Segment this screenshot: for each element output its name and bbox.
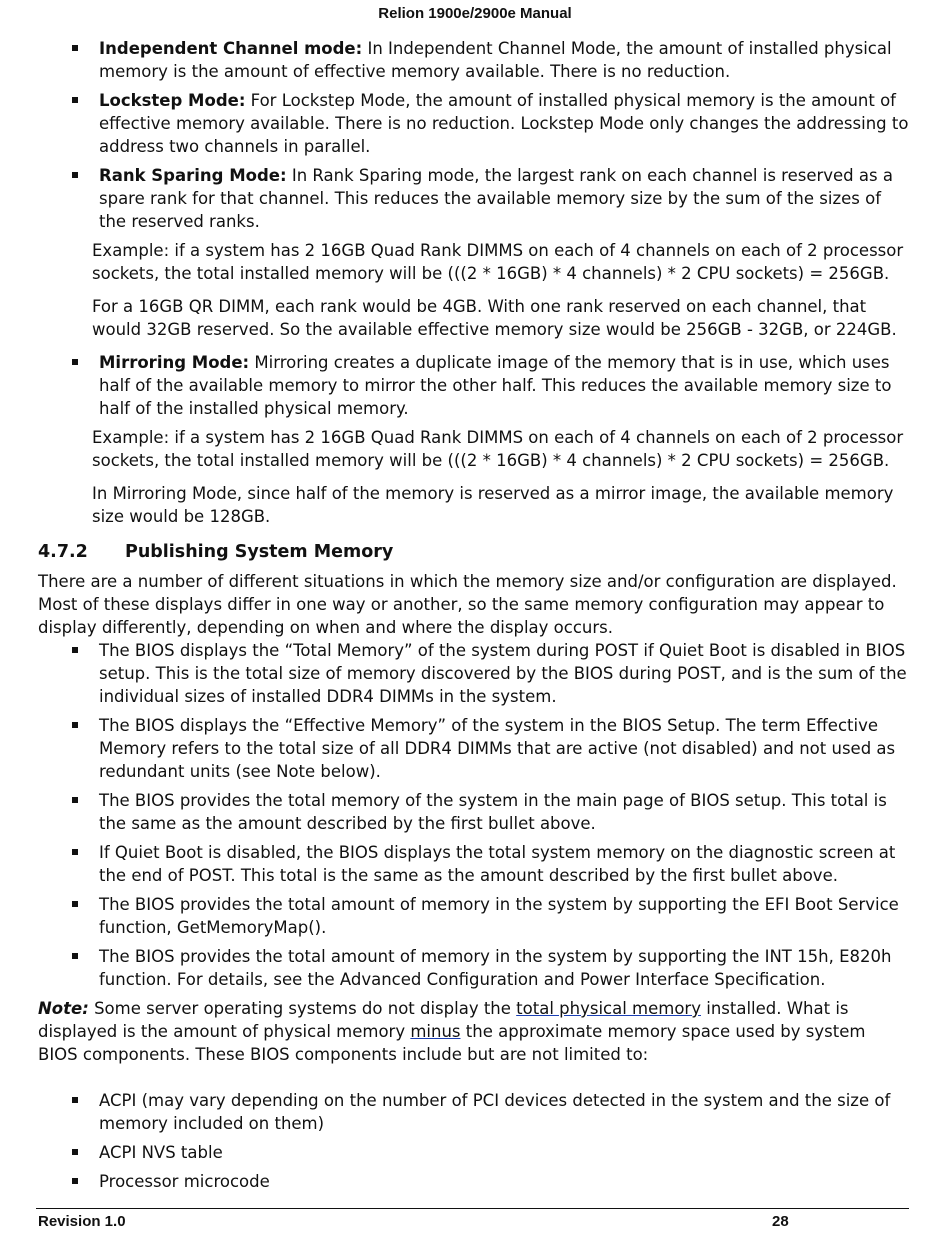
mode-text: For Lockstep Mode, the amount of installed physical memory is the amount of effective memory available. There is no reduction. Lockstep Mode only changes the addressing to address two channels in parallel.	[99, 91, 909, 156]
list-item-text: The BIOS provides the total memory of the system in the main page of BIOS setup. This total is the same as the amount described by the first bullet above.	[99, 791, 887, 833]
mode-term: Lockstep Mode:	[99, 91, 246, 110]
mirroring-calculation: In Mirroring Mode, since half of the memory is reserved as a mirror image, the available memory size would be 128GB.	[92, 484, 894, 526]
list-item-text: ACPI NVS table	[99, 1143, 223, 1162]
note-label: Note:	[38, 999, 89, 1018]
mirroring-list	[38, 351, 910, 420]
mode-term: Mirroring Mode:	[99, 353, 250, 372]
mode-term: Independent Channel mode:	[99, 39, 363, 58]
section-number: 4.7.2	[38, 542, 88, 562]
list-item-text: ACPI (may vary depending on the number of PCI devices detected in the system and the size of memory included on them)	[99, 1091, 891, 1133]
note-text: the approximate memory space used by system BIOS components. These BIOS components include but are not limited to:	[38, 1022, 866, 1064]
mode-text: In Independent Channel Mode, the amount of installed physical memory is the amount of effective memory available. There is no reduction.	[99, 39, 892, 81]
list-item	[38, 1141, 910, 1164]
list-item	[38, 1170, 910, 1193]
page-header-title: Relion 1900e/2900e Manual	[378, 5, 572, 22]
rank-sparing-example: Example: if a system has 2 16GB Quad Rank DIMMS on each of 4 channels on each of 2 processor sockets, the total installed memory will be (((2 * 16GB) * 4 channels) * 2 CPU sockets) = 256GB.	[92, 241, 904, 283]
list-item	[38, 945, 910, 991]
bullet-icon	[72, 901, 78, 907]
list-item	[38, 351, 910, 420]
bios-display-list	[38, 639, 910, 991]
bullet-icon	[72, 647, 78, 653]
intro-paragraph: There are a number of different situations in which the memory size and/or configuration are displayed. Most of these displays differ in one way or another, so the same memory configuration may appear to display differently, depending on when and where the display occurs.	[38, 572, 897, 637]
document-body	[38, 37, 910, 1199]
mirroring-example: Example: if a system has 2 16GB Quad Rank DIMMS on each of 4 channels on each of 2 processor sockets, the total installed memory will be (((2 * 16GB) * 4 channels) * 2 CPU sockets) = 256GB.	[92, 428, 904, 470]
minus-link[interactable]: minus	[410, 1022, 461, 1041]
bullet-icon	[72, 97, 78, 103]
mode-term: Rank Sparing Mode:	[99, 166, 287, 185]
page-number: 28	[772, 1213, 789, 1230]
note-text: Some server operating systems do not display the	[88, 999, 517, 1018]
bullet-icon	[72, 1097, 78, 1103]
list-item	[38, 164, 910, 233]
list-item-text: The BIOS displays the “Total Memory” of the system during POST if Quiet Boot is disabled in BIOS setup. This is the total size of memory discovered by the BIOS during POST, and is the sum of the individual sizes of installed DDR4 DIMMs in the system.	[99, 641, 907, 706]
bullet-icon	[72, 722, 78, 728]
total-physical-memory-link[interactable]: total physical memory	[516, 999, 701, 1018]
footer-divider	[36, 1208, 909, 1209]
bullet-icon	[72, 849, 78, 855]
list-item-text: The BIOS provides the total amount of memory in the system by supporting the INT 15h, E820h function. For details, see the Advanced Configuration and Power Interface Specification.	[99, 947, 892, 989]
section-title: Publishing System Memory	[125, 542, 394, 562]
list-item	[38, 789, 910, 835]
footer-revision: Revision 1.0	[38, 1213, 126, 1230]
bullet-icon	[72, 1149, 78, 1155]
note-paragraph	[38, 997, 910, 1066]
list-item	[38, 1089, 910, 1135]
bullet-icon	[72, 953, 78, 959]
bullet-icon	[72, 359, 78, 365]
mode-text: Mirroring creates a duplicate image of the memory that is in use, which uses half of the available memory to mirror the other half. This reduces the available memory size to half of the installed physical memory.	[99, 353, 892, 418]
bullet-icon	[72, 45, 78, 51]
bios-components-list	[38, 1089, 910, 1193]
spacer	[38, 1066, 910, 1089]
list-item	[38, 89, 910, 158]
list-item-text: If Quiet Boot is disabled, the BIOS displays the total system memory on the diagnostic screen at the end of POST. This total is the same as the amount described by the first bullet above.	[99, 843, 896, 885]
rank-sparing-calculation: For a 16GB QR DIMM, each rank would be 4GB. With one rank reserved on each channel, that would 32GB reserved. So the available effective memory size would be 256GB - 32GB, or 224GB.	[92, 297, 897, 339]
list-item-text: The BIOS displays the “Effective Memory” of the system in the BIOS Setup. The term Effective Memory refers to the total size of all DDR4 DIMMs that are active (not disabled) and not used as redundant units (see Note below).	[99, 716, 896, 781]
bullet-icon	[72, 172, 78, 178]
memory-modes-list	[38, 37, 910, 233]
list-item	[38, 37, 910, 83]
list-item-text: The BIOS provides the total amount of memory in the system by supporting the EFI Boot Service function, GetMemoryMap().	[99, 895, 899, 937]
list-item	[38, 714, 910, 783]
mode-text: In Rank Sparing mode, the largest rank on each channel is reserved as a spare rank for that channel. This reduces the available memory size by the sum of the sizes of the reserved ranks.	[99, 166, 893, 231]
note-text: installed. What is displayed is the amount of physical memory	[38, 999, 849, 1041]
list-item	[38, 639, 910, 708]
section-heading	[38, 540, 910, 564]
list-item	[38, 893, 910, 939]
list-item	[38, 841, 910, 887]
bullet-icon	[72, 797, 78, 803]
bullet-icon	[72, 1178, 78, 1184]
list-item-text: Processor microcode	[99, 1172, 270, 1191]
